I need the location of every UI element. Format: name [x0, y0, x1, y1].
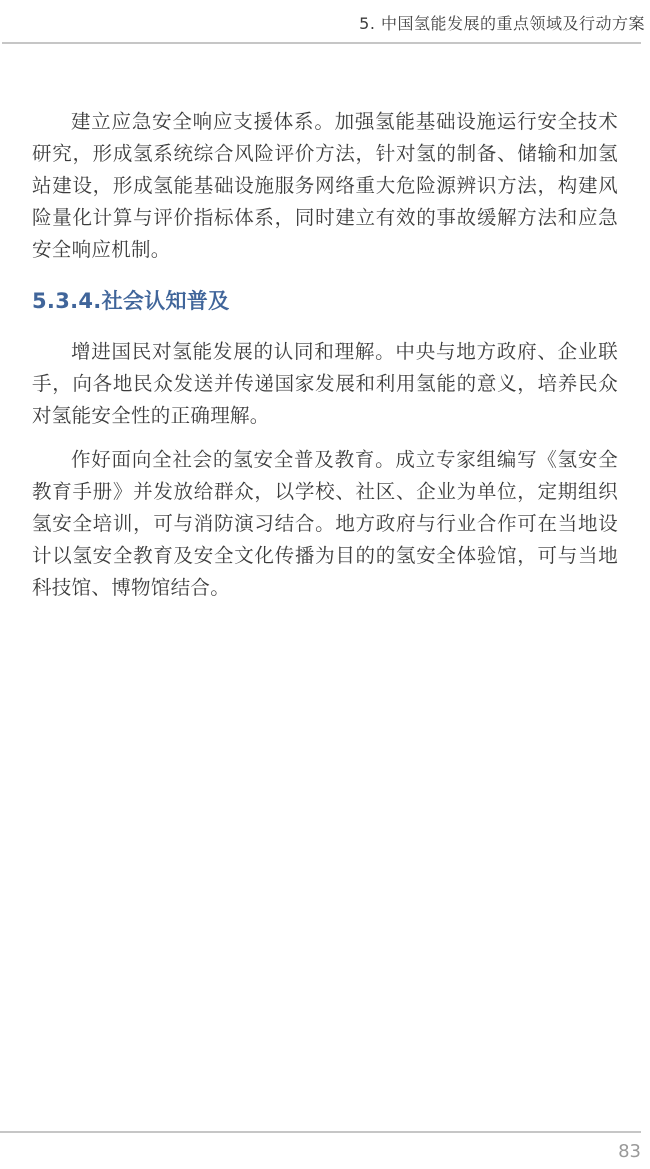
running-header-title: 5. 中国氢能发展的重点领域及行动方案 [359, 14, 645, 33]
header-divider [2, 42, 641, 44]
footer-divider [0, 1131, 641, 1133]
body-paragraph-1: 建立应急安全响应支援体系。加强氢能基础设施运行安全技术研究，形成氢系统综合风险评价方法，针对氢的制备、储输和加氢站建设，形成氢能基础设施服务网络重大危险源辨识方法，构建风险量化计算与评价指标体系，同时建立有效的事故缓解方法和应急安全响应机制。 [32, 110, 618, 261]
page-number: 83 [618, 1141, 641, 1162]
body-paragraph-2: 增进国民对氢能发展的认同和理解。中央与地方政府、企业联手，向各地民众发送并传递国家发展和利用氢能的意义，培养民众对氢能安全性的正确理解。 [32, 340, 618, 427]
page-content [32, 106, 618, 616]
body-paragraph-3: 作好面向全社会的氢安全普及教育。成立专家组编写《氢安全教育手册》并发放给群众，以学校、社区、企业为单位，定期组织氢安全培训，可与消防演习结合。地方政府与行业合作可在当地设计以氢安全教育及安全文化传播为目的的氢安全体验馆，可与当地科技馆、博物馆结合。 [32, 448, 618, 599]
section-heading-5-3-4: 5.3.4.社会认知普及 [32, 289, 230, 313]
